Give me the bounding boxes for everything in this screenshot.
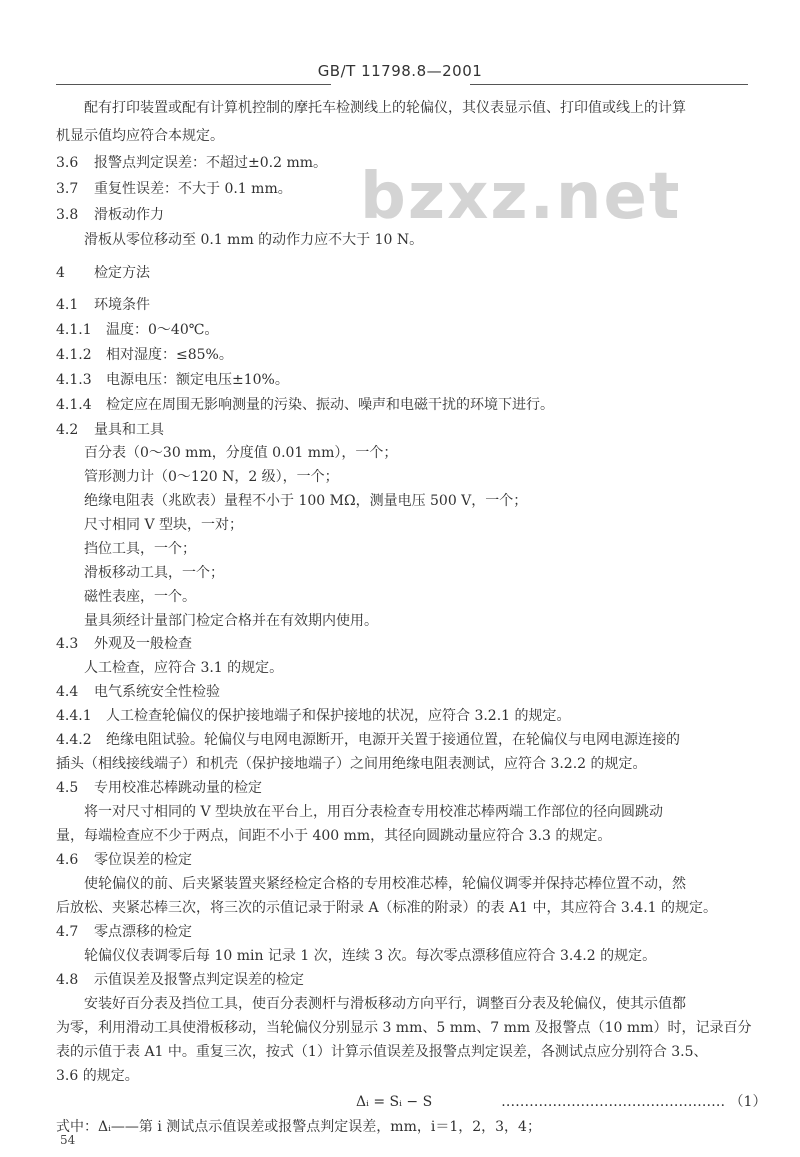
clause-number: 4.1.2 (56, 347, 92, 363)
page-number: 54 (60, 1133, 76, 1147)
line-text: 绝缘电阻试验。轮偏仪与电网电源断开，电源开关置于接通位置，在轮偏仪与电网电源连接的 (106, 732, 680, 748)
line-text: 磁性表座，一个。 (84, 589, 196, 605)
text-line (56, 1019, 751, 1037)
clause-line (56, 851, 192, 869)
clause-line (56, 206, 164, 224)
line-text: 零位误差的检定 (94, 852, 192, 868)
formula-leader-dots: ………………………………………… (501, 1094, 726, 1110)
text-line (84, 875, 686, 893)
text-line (84, 444, 397, 462)
clause-number: 4.4.2 (56, 732, 92, 748)
line-text: 零点漂移的检定 (94, 924, 192, 940)
clause-line (56, 971, 304, 989)
line-text: 3.6 的规定。 (56, 1068, 139, 1084)
text-line (84, 540, 196, 558)
line-text: 电源电压：额定电压±10%。 (106, 372, 289, 388)
clause-line (56, 396, 554, 414)
clause-number: 4.1.1 (56, 322, 92, 338)
clause-line (56, 371, 289, 389)
text-line (56, 1043, 708, 1061)
formula-expression: Δᵢ = Sᵢ − S (356, 1094, 433, 1110)
watermark: bzxz.net (360, 160, 682, 234)
formula-tag: （1） (729, 1094, 767, 1110)
line-text: 挡位工具，一个； (84, 541, 196, 557)
clause-line (56, 296, 150, 314)
line-text: 检定方法 (94, 265, 150, 281)
line-text: 机显示值均应符合本规定。 (56, 128, 224, 144)
clause-line (56, 154, 327, 172)
line-text: 后放松、夹紧芯棒三次，将三次的示值记录于附录 A（标准的附录）的表 A1 中，其应符合 3.4.1 的规定。 (56, 900, 717, 916)
text-line (84, 947, 656, 965)
clause-number: 4.1.3 (56, 372, 92, 388)
clause-line (56, 264, 150, 282)
clause-number: 4.5 (56, 780, 79, 796)
line-text: 轮偏仪仪表调零后每 10 min 记录 1 次，连续 3 次。每次零点漂移值应符合 3.4.2 的规定。 (84, 948, 657, 964)
line-text: 人工检查，应符合 3.1 的规定。 (84, 660, 284, 676)
line-text: 安装好百分表及挡位工具，使百分表测杆与滑板移动方向平行，调整百分表及轮偏仪，使其示值都 (84, 996, 686, 1012)
clause-line (56, 707, 571, 725)
line-text: 示值误差及报警点判定误差的检定 (94, 972, 304, 988)
clause-line (56, 421, 164, 439)
line-text: 表的示值于表 A1 中。重复三次，按式（1）计算示值误差及报警点判定误差，各测试点应分别符合 3.5、 (56, 1044, 708, 1060)
line-text: 管形测力计（0～120 N，2 级），一个； (84, 469, 339, 485)
text-line (84, 231, 423, 249)
clause-line (56, 731, 680, 749)
line-text: 环境条件 (94, 297, 150, 313)
line-text: 重复性误差：不大于 0.1 mm。 (94, 181, 292, 197)
line-text: 检定应在周围无影响测量的污染、振动、噪声和电磁干扰的环境下进行。 (106, 397, 554, 413)
line-text: 将一对尺寸相同的 V 型块放在平台上，用百分表检查专用校准芯棒两端工作部位的径向圆跳动 (84, 804, 664, 820)
line-text: 百分表（0～30 mm，分度值 0.01 mm），一个； (84, 445, 398, 461)
line-text: 专用校准芯棒跳动量的检定 (94, 780, 262, 796)
header-rule-left (56, 84, 331, 85)
clause-line (56, 635, 192, 653)
line-text: 电气系统安全性检验 (94, 684, 220, 700)
text-line (84, 516, 243, 534)
line-text: 滑板移动工具，一个； (84, 565, 224, 581)
line-text: 绝缘电阻表（兆欧表）量程不小于 100 MΩ，测量电压 500 V，一个； (84, 493, 528, 509)
clause-line (56, 923, 192, 941)
text-line (84, 588, 196, 606)
text-line (56, 127, 224, 145)
clause-number: 4 (56, 265, 65, 281)
formula-1 (356, 1093, 766, 1111)
line-text: 插头（相线接线端子）和机壳（保护接地端子）之间用绝缘电阻表测试，应符合 3.2.2 的规定。 (56, 756, 647, 772)
line-text: 外观及一般检查 (94, 636, 192, 652)
text-line (84, 564, 224, 582)
clause-number: 4.1.4 (56, 397, 92, 413)
clause-line (56, 346, 233, 364)
line-text: 为零，利用滑动工具使滑板移动，当轮偏仪分别显示 3 mm、5 mm、7 mm 及报警点（10 mm）时，记录百分 (56, 1020, 752, 1036)
clause-line (56, 779, 262, 797)
clause-line (56, 180, 292, 198)
clause-number: 4.2 (56, 422, 79, 438)
line-text: 相对湿度：≤85%。 (106, 347, 233, 363)
clause-number: 4.8 (56, 972, 79, 988)
clause-number: 4.7 (56, 924, 79, 940)
clause-number: 4.6 (56, 852, 79, 868)
clause-number: 3.7 (56, 181, 79, 197)
clause-number: 4.4 (56, 684, 79, 700)
text-line (84, 468, 339, 486)
clause-number: 4.4.1 (56, 708, 92, 724)
line-text: 量具须经计量部门检定合格并在有效期内使用。 (84, 613, 378, 629)
clause-number: 4.1 (56, 297, 79, 313)
formula-note: 式中：Δᵢ——第 i 测试点示值误差或报警点判定误差，mm，i＝1，2，3，4； (56, 1119, 541, 1135)
text-line (84, 803, 663, 821)
line-text: 尺寸相同 V 型块，一对； (84, 517, 244, 533)
text-line (84, 99, 686, 117)
clause-number: 3.8 (56, 207, 79, 223)
text-line (84, 492, 527, 510)
line-text: 人工检查轮偏仪的保护接地端子和保护接地的状况，应符合 3.2.1 的规定。 (106, 708, 571, 724)
text-line (56, 755, 647, 773)
line-text: 使轮偏仪的前、后夹紧装置夹紧经检定合格的专用校准芯棒，轮偏仪调零并保持芯棒位置不动，然 (84, 876, 686, 892)
text-line (56, 827, 611, 845)
clause-line (56, 321, 218, 339)
line-text: 量具和工具 (94, 422, 164, 438)
text-line (56, 1067, 139, 1085)
standard-header: GB/T 11798.8—2001 (317, 62, 483, 80)
text-line (84, 995, 686, 1013)
text-line (84, 612, 378, 630)
text-line (84, 659, 283, 677)
line-text: 滑板从零位移动至 0.1 mm 的动作力应不大于 10 N。 (84, 232, 424, 248)
text-line (56, 899, 717, 917)
header-rule-right (470, 84, 748, 85)
clause-line (56, 683, 220, 701)
line-text: 配有打印装置或配有计算机控制的摩托车检测线上的轮偏仪，其仪表显示值、打印值或线上的计算 (84, 100, 686, 116)
clause-number: 3.6 (56, 155, 79, 171)
clause-number: 4.3 (56, 636, 79, 652)
line-text: 温度：0～40℃。 (106, 322, 219, 338)
line-text: 滑板动作力 (94, 207, 164, 223)
line-text: 量，每端检查应不少于两点，间距不小于 400 mm，其径向圆跳动量应符合 3.3 的规定。 (56, 828, 612, 844)
line-text: 报警点判定误差：不超过±0.2 mm。 (94, 155, 327, 171)
